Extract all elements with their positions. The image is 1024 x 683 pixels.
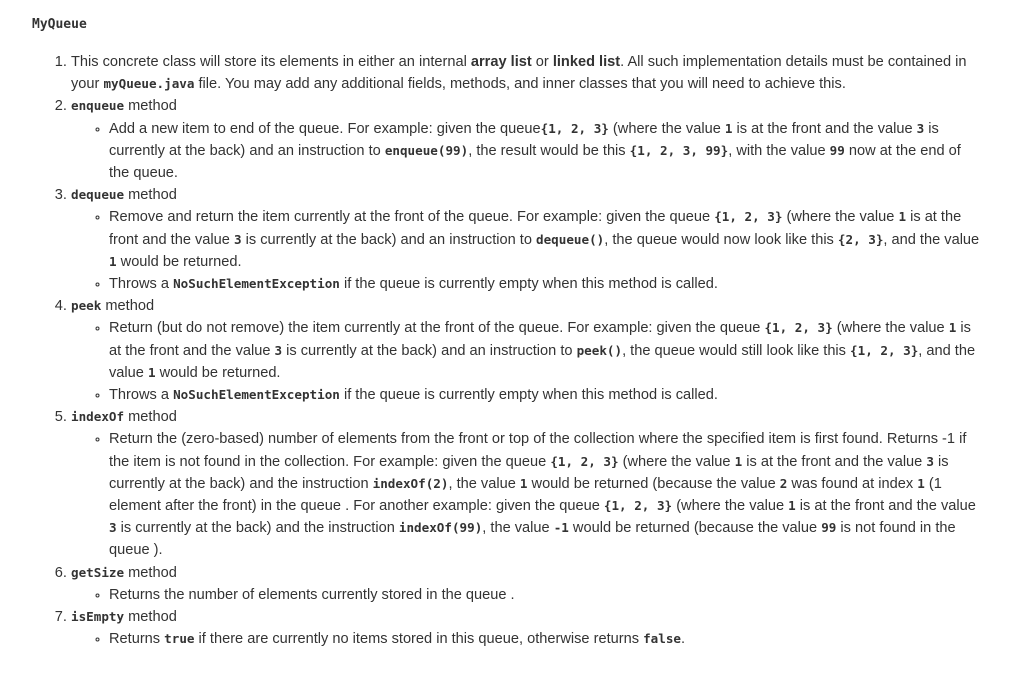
isempty-description: ◦ Returns true if there are currently no items stored in this queue, otherwise returns false. (109, 628, 983, 650)
method-name-indexof: indexOf (71, 409, 125, 425)
list-item-class-description: 1. This concrete class will store its elements in either an internal array list or linked list. All such implementation details must be contained in your myQueue.java file. You may add any additional fields, methods, and inner classes that you will need to achieve this. (71, 51, 983, 95)
method-name-enqueue: enqueue (71, 98, 125, 114)
list-item-getsize: 6. getSize method ◦ Returns the number of elements currently stored in the queue . (71, 562, 983, 606)
list-item-enqueue: 2. enqueue method ◦ Add a new item to end of the queue. For example: given the queue{1, 2, 3} (where the value 1 is at the front and the value 3 is currently at the back) and an instruction to enqueue(99), the result would be this {1, 2, 3, 99}, with the value 99 now at the end of the queue. (71, 95, 983, 184)
dequeue-description: ◦ Remove and return the item currently at the front of the queue. For example: given the queue {1, 2, 3} (where the value 1 is at the front and the value 3 is currently at the back) and an instruction to dequeue(), the queue would now look like this {2, 3}, and the value 1 would be returned. (109, 206, 983, 273)
page-title: MyQueue (32, 17, 87, 32)
list-item-dequeue: 3. dequeue method ◦ Remove and return the item currently at the front of the queue. For example: given the queue {1, 2, 3} (where the value 1 is at the front and the value 3 is currently at the back) and an instruction to dequeue(), the queue would now look like this {2, 3}, and the value 1 would be returned. ◦ Throws a NoSuchElementException if the queue is currently empty when this method is called. (71, 184, 983, 295)
peek-exception: ◦ Throws a NoSuchElementException if the queue is currently empty when this method is called. (109, 384, 983, 406)
enqueue-description: ◦ Add a new item to end of the queue. For example: given the queue{1, 2, 3} (where the value 1 is at the front and the value 3 is currently at the back) and an instruction to enqueue(99), the result would be this {1, 2, 3, 99}, with the value 99 now at the end of the queue. (109, 118, 983, 185)
list-item-isempty: 7. isEmpty method ◦ Returns true if there are currently no items stored in this queue, otherwise returns false. (71, 606, 983, 650)
getsize-description: ◦ Returns the number of elements currently stored in the queue . (109, 584, 983, 606)
indexof-description: ◦ Return the (zero-based) number of elements from the front or top of the collection where the specified item is first found. Returns -1 if the item is not found in the collection. For example: given the queue {1, 2, 3} (where the value 1 is at the front and the value 3 is currently at the back) and the instruction indexOf(2), the value 1 would be returned (because the value 2 was found at index 1 (1 element after the front) in the queue . For another example: given the queue {1, 2, 3} (where the value 1 is at the front and the value 3 is currently at the back) and the instruction indexOf(99), the value -1 would be returned (because the value 99 is not found in the queue ). (109, 428, 983, 561)
method-name-getsize: getSize (71, 564, 125, 580)
list-item-indexof: 5. indexOf method ◦ Return the (zero-based) number of elements from the front or top of the collection where the specified item is first found. Returns -1 if the item is not found in the collection. For example: given the queue {1, 2, 3} (where the value 1 is at the front and the value 3 is currently at the back) and the instruction indexOf(2), the value 1 would be returned (because the value 2 was found at index 1 (1 element after the front) in the queue . For another example: given the queue {1, 2, 3} (where the value 1 is at the front and the value 3 is currently at the back) and the instruction indexOf(99), the value -1 would be returned (because the value 99 is not found in the queue ). (71, 406, 983, 561)
list-item-peek: 4. peek method ◦ Return (but do not remove) the item currently at the front of the queue. For example: given the queue {1, 2, 3} (where the value 1 is at the front and the value 3 is currently at the back) and an instruction to peek(), the queue would still look like this {1, 2, 3}, and the value 1 would be returned. ◦ Throws a NoSuchElementException if the queue is currently empty when this method is called. (71, 295, 983, 406)
dequeue-exception: ◦ Throws a NoSuchElementException if the queue is currently empty when this method is called. (109, 273, 983, 295)
peek-description: ◦ Return (but do not remove) the item currently at the front of the queue. For example: given the queue {1, 2, 3} (where the value 1 is at the front and the value 3 is currently at the back) and an instruction to peek(), the queue would still look like this {1, 2, 3}, and the value 1 would be returned. (109, 317, 983, 384)
method-name-dequeue: dequeue (71, 187, 125, 203)
method-name-peek: peek (71, 298, 102, 314)
method-name-isempty: isEmpty (71, 609, 125, 625)
requirements-list (71, 51, 983, 650)
